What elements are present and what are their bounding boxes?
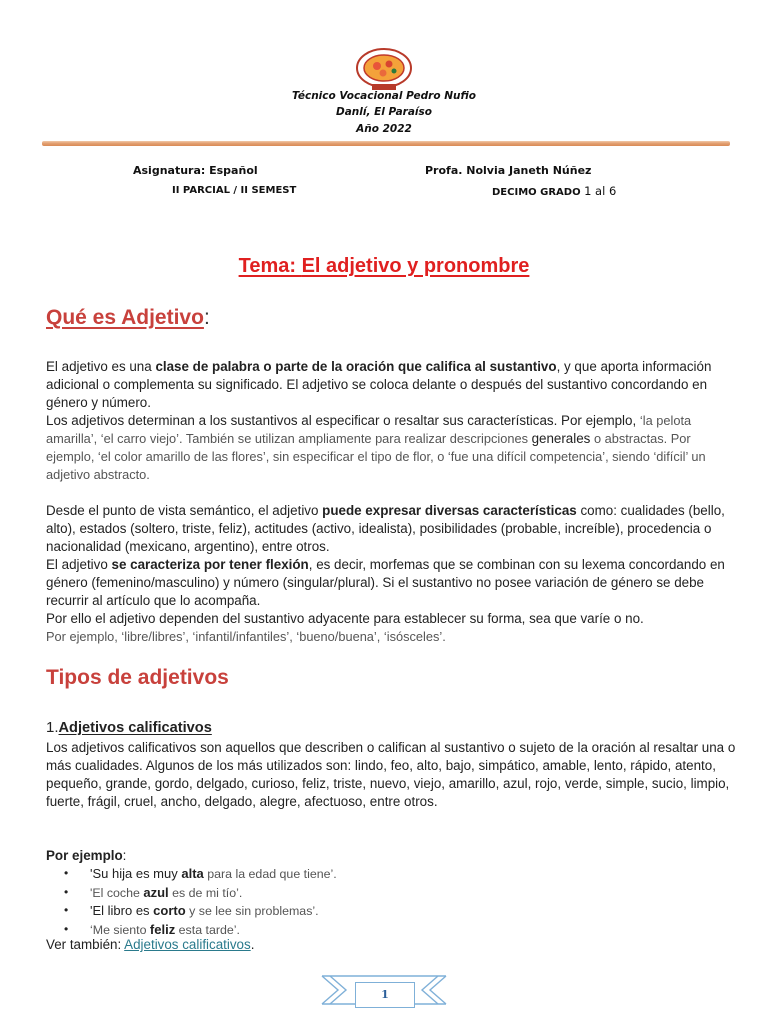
text-run: ‘Me siento — [90, 922, 150, 937]
grade-range-end: 6 — [608, 184, 617, 198]
example-run: ‘la pelota amarilla’, ‘el carro viejo’. También se utilizan ampliamente para realizar descripciones — [46, 413, 692, 446]
see-also-end: . — [250, 937, 255, 952]
section-heading-text: Qué es Adjetivo — [46, 306, 204, 329]
page-number: 1 — [355, 982, 415, 1008]
subsection-number: 1. — [46, 719, 59, 736]
school-name: Técnico Vocacional Pedro Nufio — [292, 90, 476, 102]
text-run: , y que aporta información adicional o complementa su significado. El adjetivo se coloca delante o después del sustantivo concordando en género y número. — [46, 359, 712, 410]
section-heading-colon: : — [203, 306, 210, 329]
teacher-label: Profa. Nolvia Janeth Núñez — [425, 164, 592, 177]
text-run: Por ello el adjetivo dependen del sustantivo adyacente para establecer su forma, sea que varíe o no. — [46, 611, 644, 626]
school-location: Danlí, El Paraíso — [336, 106, 432, 118]
section-heading-adjetivo — [46, 306, 210, 330]
example-list — [62, 865, 337, 939]
text-run: 'El coche — [90, 885, 144, 900]
see-also — [46, 937, 254, 952]
grade-label — [492, 184, 616, 198]
example-colon: : — [122, 848, 127, 863]
section-heading-tipos: Tipos de adjetivos — [46, 666, 229, 689]
text-run: es de mi tío’. — [168, 885, 243, 900]
text-run: Los adjetivos calificativos son aquellos que describen o califican al sustantivo o sujeto de la oración al resaltar una o más cualidades. Algunos de los más utilizados son: lindo, feo, alto, bajo, simpático, amable, lento, rápido, atento, pequeño, grande, gordo, delgado, curioso, feliz, triste, nuevo, viejo, amarillo, azul, rojo, verde, simple, sucio, limpio, fuerte, frágil, cruel, ancho, delgado, alegre, afectuoso, entre otros. — [46, 740, 736, 809]
text-run: Desde el punto de vista semántico, el adjetivo — [46, 503, 323, 518]
subsection-title: Adjetivos calificativos — [58, 720, 212, 736]
text-run: 'Su hija es muy — [90, 866, 182, 881]
bold-run: azul — [143, 884, 169, 900]
text-run: El adjetivo — [46, 557, 112, 572]
see-also-link[interactable]: Adjetivos calificativos — [124, 937, 251, 952]
paragraph-semantics — [46, 502, 736, 646]
school-seal-logo-icon — [352, 46, 416, 92]
text-run: generales — [531, 431, 591, 446]
example-heading — [46, 847, 736, 865]
grade-text: DECIMO GRADO — [492, 187, 585, 198]
bold-run: alta — [181, 866, 204, 881]
grade-range-sep: al — [591, 184, 609, 198]
bold-run: feliz — [149, 921, 176, 937]
bold-run: puede expresar diversas características — [322, 503, 577, 518]
see-also-label: Ver también: — [46, 937, 125, 952]
example-run: o abstractas. Por ejemplo, ‘el color amarillo de las flores’, sin especificar el tipo de flor, o ‘fue una difícil competencia’, siendo ‘difícil’ un adjetivo abstracto. — [46, 431, 706, 482]
bold-run: clase de palabra o parte de la oración que califica al sustantivo — [155, 359, 557, 374]
text-run: , es decir, morfemas que se combinan con su lexema concordando en género (femenino/masculino) y número (singular/plural). Si el sustantivo no posee variación de género se debe recurrir al artículo que lo acompaña. — [46, 557, 725, 608]
title-prefix: Tema: — [238, 255, 302, 277]
example-run: Por ejemplo, ‘libre/libres’, ‘infantil/infantiles’, ‘bueno/buena’, ‘isósceles’. — [46, 629, 446, 644]
text-run: esta tarde’. — [175, 922, 240, 937]
example-label: Por ejemplo — [46, 848, 123, 863]
paragraph-definition — [46, 358, 736, 484]
subject-label: Asignatura: Español — [133, 164, 258, 177]
text-run: Los adjetivos determinan a los sustantivos al especificar o resaltar sus características. Por ejemplo, — [46, 413, 640, 428]
text-run: para la edad que tiene’. — [203, 867, 337, 881]
school-year: Año 2022 — [356, 123, 412, 135]
subsection-heading — [46, 719, 212, 736]
text-run: 'El libro es — [90, 903, 154, 919]
text-run: como: cualidades (bello, alto), estados (soltero, triste, feliz), actitudes (activo, idealista), posibilidades (probable, increíble), procedencia o nacionalidad (mexicano, argentino), entre otros. — [46, 503, 725, 554]
period-label: II PARCIAL / II SEMEST — [172, 185, 297, 196]
paragraph-calificativos — [46, 739, 736, 811]
title-text: El adjetivo y pronombre — [301, 255, 530, 277]
bold-run: corto — [153, 903, 186, 919]
bold-run: se caracteriza por tener flexión — [111, 557, 309, 572]
grade-range-start: 1 — [584, 184, 592, 198]
text-run: El adjetivo es una — [46, 359, 156, 374]
header-divider — [42, 141, 730, 146]
list-item — [62, 902, 337, 921]
list-item — [62, 865, 337, 884]
page-title — [0, 255, 768, 278]
text-run: y se lee sin problemas’. — [185, 904, 319, 919]
list-item — [62, 884, 337, 903]
